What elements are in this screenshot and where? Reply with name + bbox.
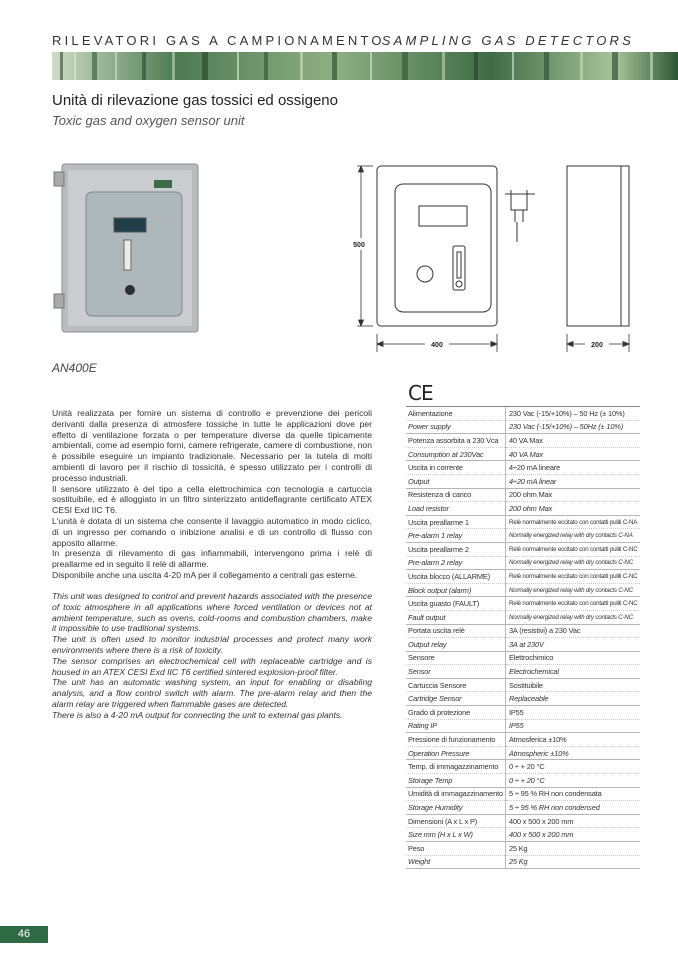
paragraph: Disponibile anche una uscita 4-20 mA per il collegamento a centrali gas esterne. bbox=[52, 569, 358, 580]
spec-row-it bbox=[406, 597, 640, 611]
header-title-en: SAMPLING GAS DETECTORS bbox=[381, 33, 634, 48]
spec-value-en: 400 x 500 x 200 mm bbox=[505, 828, 639, 842]
paragraph: Unità realizzata per fornire un sistema di controllo e prevenzione dei pericoli derivanti dalla presenza di atmosfere tossiche in tutte le applicazioni dove per effetto di ventilazione forzata o per temperature diverse da quelle tipicamente ambientali, come ad esempio forni, camere refrigerate, camere di combustione, non è possibile eseguire un impianto tradizionale. Necessario per la tutela di molti ambienti di lavoro per il rischio di tossicità, è spesso utilizzato per i controlli di processo industriali. bbox=[52, 408, 372, 483]
spec-value-en: Electrochemical bbox=[505, 665, 639, 679]
spec-value-it: Relè normalmente eccitato con contatti puliti C-NC bbox=[505, 597, 639, 611]
paragraph: The unit is often used to monitor industrial processes and protect many work environments where there is a risk of toxicity. bbox=[52, 634, 372, 655]
spec-value-en: 40 VA Max bbox=[505, 447, 639, 461]
spec-label-en: Power supply bbox=[406, 420, 505, 434]
spec-row-it bbox=[406, 570, 640, 584]
spec-value-it: Elettrochimico bbox=[505, 651, 639, 665]
spec-label-it: Portata uscita relè bbox=[406, 624, 505, 638]
spec-row-en bbox=[406, 801, 640, 815]
spec-label-en: Storage Humidity bbox=[406, 801, 505, 815]
spec-value-en: Normally energized relay with dry contacts C-NC bbox=[505, 610, 639, 624]
product-title-en: Toxic gas and oxygen sensor unit bbox=[52, 113, 245, 128]
spec-row-it bbox=[406, 434, 640, 448]
spec-label-en: Block output (alarm) bbox=[406, 583, 505, 597]
paragraph: In presenza di rilevamento di gas infiammabili, intervengono prima i relè di preallarme ed in seguito il relè di allarme. bbox=[52, 548, 372, 570]
page-number: 46 bbox=[0, 926, 48, 943]
spec-label-it: Peso bbox=[406, 842, 505, 856]
paragraph: L'unità è dotata di un sistema che consente il lavaggio automatico in modo ciclico, di un ingresso per comando o inibizione analisi e di un controllo di flusso con apposito allarme. bbox=[52, 515, 372, 548]
spec-label-it: Uscita guasto (FAULT) bbox=[406, 597, 505, 611]
paragraph: Il sensore utilizzato è del tipo a cella elettrochimica con tecnologia a cartuccia sostituibile, ed è alloggiato in un filtro sinterizzato antideflagrante certificato ATEX CESI Exd IIC T6. bbox=[52, 483, 372, 516]
paragraph: The unit has an automatic washing system, an input for enabling or disabling analysis, and a flow control switch with alarm. The pre-alarm relay and then the alarm relay are triggered when flammable gases are detected. bbox=[52, 677, 372, 709]
paragraph: This unit was designed to control and prevent hazards associated with the presence of toxic atmosphere in all applications where forced ventilation or devices not at ambient temperature, such as ovens, cold-rooms and combustion chambers, make it impossible to use traditional systems. bbox=[52, 591, 372, 634]
spec-value-it: 40 VA Max bbox=[505, 434, 639, 448]
spec-row-en bbox=[406, 556, 640, 570]
spec-row-it bbox=[406, 678, 640, 692]
spec-value-it: 0 ÷ + 20 °C bbox=[505, 760, 639, 774]
spec-row-it bbox=[406, 461, 640, 475]
spec-label-en: Pre-alarm 2 relay bbox=[406, 556, 505, 570]
spec-label-en: Consumption at 230Vac bbox=[406, 447, 505, 461]
spec-row-it bbox=[406, 842, 640, 856]
spec-row-it bbox=[406, 787, 640, 801]
drawing-width-label: 400 bbox=[431, 342, 443, 349]
drawing-height-label: 500 bbox=[353, 242, 365, 249]
spec-row-en bbox=[406, 420, 640, 434]
spec-value-it: Sostituibile bbox=[505, 678, 639, 692]
spec-value-it: 200 ohm Max bbox=[505, 488, 639, 502]
spec-row-it bbox=[406, 706, 640, 720]
spec-row-it bbox=[406, 407, 640, 421]
spec-label-en: Operation Pressure bbox=[406, 746, 505, 760]
spec-row-it bbox=[406, 651, 640, 665]
spec-label-en: Sensor bbox=[406, 665, 505, 679]
spec-value-it: Relè normalmente eccitato con contatti puliti C-NA bbox=[505, 515, 639, 529]
spec-value-en: Normally energized relay with dry contacts C-NC bbox=[505, 583, 639, 597]
spec-row-en bbox=[406, 583, 640, 597]
spec-label-en: Cartridge Sensor bbox=[406, 692, 505, 706]
spec-value-it: Relè normalmente eccitato con contatti puliti C-NC bbox=[505, 570, 639, 584]
spec-value-it: 5 ÷ 95 % RH non condensata bbox=[505, 787, 639, 801]
spec-row-en bbox=[406, 665, 640, 679]
product-photo bbox=[50, 160, 210, 340]
drawing-depth-label: 200 bbox=[591, 342, 603, 349]
spec-row-en bbox=[406, 638, 640, 652]
spec-label-en: Load resistor bbox=[406, 502, 505, 516]
spec-row-en bbox=[406, 774, 640, 788]
paragraph: There is also a 4-20 mA output for connecting the unit to external gas plants. bbox=[52, 709, 343, 720]
description-english bbox=[52, 591, 372, 721]
spec-value-it: 230 Vac (-15/+10%) – 50 Hz (± 10%) bbox=[505, 407, 639, 421]
spec-value-en: 3A at 230V bbox=[505, 638, 639, 652]
spec-label-en: Storage Temp bbox=[406, 774, 505, 788]
spec-value-it: Atmosferica ±10% bbox=[505, 733, 639, 747]
spec-value-en: Normally energized relay with dry contacts C-NC bbox=[505, 556, 639, 570]
spec-value-en: 230 Vac (-15/+10%) – 50Hz (± 10%) bbox=[505, 420, 639, 434]
spec-value-en: IP55 bbox=[505, 719, 639, 733]
spec-value-it: Relè normalmente eccitato con contatti puliti C-NC bbox=[505, 542, 639, 556]
spec-row-it bbox=[406, 624, 640, 638]
spec-label-it: Sensore bbox=[406, 651, 505, 665]
decorative-green-band bbox=[52, 52, 678, 80]
spec-label-it: Potenza assorbita a 230 Vca bbox=[406, 434, 505, 448]
spec-value-en: Normally energized relay with dry contacts C-NA bbox=[505, 529, 639, 543]
spec-row-en bbox=[406, 502, 640, 516]
spec-label-en: Weight bbox=[406, 855, 505, 869]
technical-drawing bbox=[345, 158, 645, 358]
header-title-it: RILEVATORI GAS A CAMPIONAMENTO bbox=[52, 33, 385, 48]
spec-label-it: Alimentazione bbox=[406, 407, 505, 421]
product-title-it: Unità di rilevazione gas tossici ed ossigeno bbox=[52, 92, 338, 109]
spec-label-en: Output bbox=[406, 474, 505, 488]
spec-value-it: 4÷20 mA lineare bbox=[505, 461, 639, 475]
spec-value-en: 4÷20 mA linear bbox=[505, 474, 639, 488]
ce-mark-icon: CE bbox=[408, 381, 433, 405]
spec-label-en: Output relay bbox=[406, 638, 505, 652]
spec-label-it: Cartuccia Sensore bbox=[406, 678, 505, 692]
spec-row-it bbox=[406, 814, 640, 828]
spec-label-it: Umidità di immagazzinamento bbox=[406, 787, 505, 801]
spec-row-en bbox=[406, 746, 640, 760]
spec-value-it: 25 Kg bbox=[505, 842, 639, 856]
spec-label-en: Rating IP bbox=[406, 719, 505, 733]
spec-label-en: Size mm (H x L x W) bbox=[406, 828, 505, 842]
specifications-table bbox=[406, 406, 640, 869]
spec-row-en bbox=[406, 828, 640, 842]
spec-row-en bbox=[406, 610, 640, 624]
spec-value-it: 3A (resistivi) a 230 Vac bbox=[505, 624, 639, 638]
paragraph: The sensor comprises an electrochemical cell with replaceable cartridge and is housed in an ATEX CESI Exd IIC T6 certified sintered explosion-proof filter. bbox=[52, 655, 372, 677]
spec-row-it bbox=[406, 733, 640, 747]
spec-row-it bbox=[406, 515, 640, 529]
spec-value-en: Replaceable bbox=[505, 692, 639, 706]
spec-label-it: Dimensioni (A x L x P) bbox=[406, 814, 505, 828]
spec-row-en bbox=[406, 529, 640, 543]
spec-label-en: Pre-alarm 1 relay bbox=[406, 529, 505, 543]
spec-value-en: Atmospheric ±10% bbox=[505, 746, 639, 760]
spec-label-it: Grado di protezione bbox=[406, 706, 505, 720]
spec-value-en: 0 ÷ + 20 °C bbox=[505, 774, 639, 788]
spec-row-en bbox=[406, 855, 640, 869]
spec-label-en: Fault output bbox=[406, 610, 505, 624]
spec-value-en: 25 Kg bbox=[505, 855, 639, 869]
spec-label-it: Pressione di funzionamento bbox=[406, 733, 505, 747]
spec-row-en bbox=[406, 719, 640, 733]
description-italian bbox=[52, 408, 372, 581]
spec-row-en bbox=[406, 447, 640, 461]
spec-value-it: IP55 bbox=[505, 706, 639, 720]
spec-label-it: Uscita preallarme 2 bbox=[406, 542, 505, 556]
model-code: AN400E bbox=[52, 361, 97, 375]
spec-row-en bbox=[406, 474, 640, 488]
spec-row-en bbox=[406, 692, 640, 706]
spec-value-it: 400 x 500 x 200 mm bbox=[505, 814, 639, 828]
spec-value-en: 5 ÷ 95 % RH non condensed bbox=[505, 801, 639, 815]
spec-row-it bbox=[406, 760, 640, 774]
spec-row-it bbox=[406, 542, 640, 556]
spec-label-it: Uscita in corrente bbox=[406, 461, 505, 475]
spec-value-en: 200 ohm Max bbox=[505, 502, 639, 516]
spec-label-it: Resistenza di carico bbox=[406, 488, 505, 502]
spec-row-it bbox=[406, 488, 640, 502]
spec-label-it: Uscita blocco (ALLARME) bbox=[406, 570, 505, 584]
spec-label-it: Temp. di immagazzinamento bbox=[406, 760, 505, 774]
spec-label-it: Uscita preallarme 1 bbox=[406, 515, 505, 529]
